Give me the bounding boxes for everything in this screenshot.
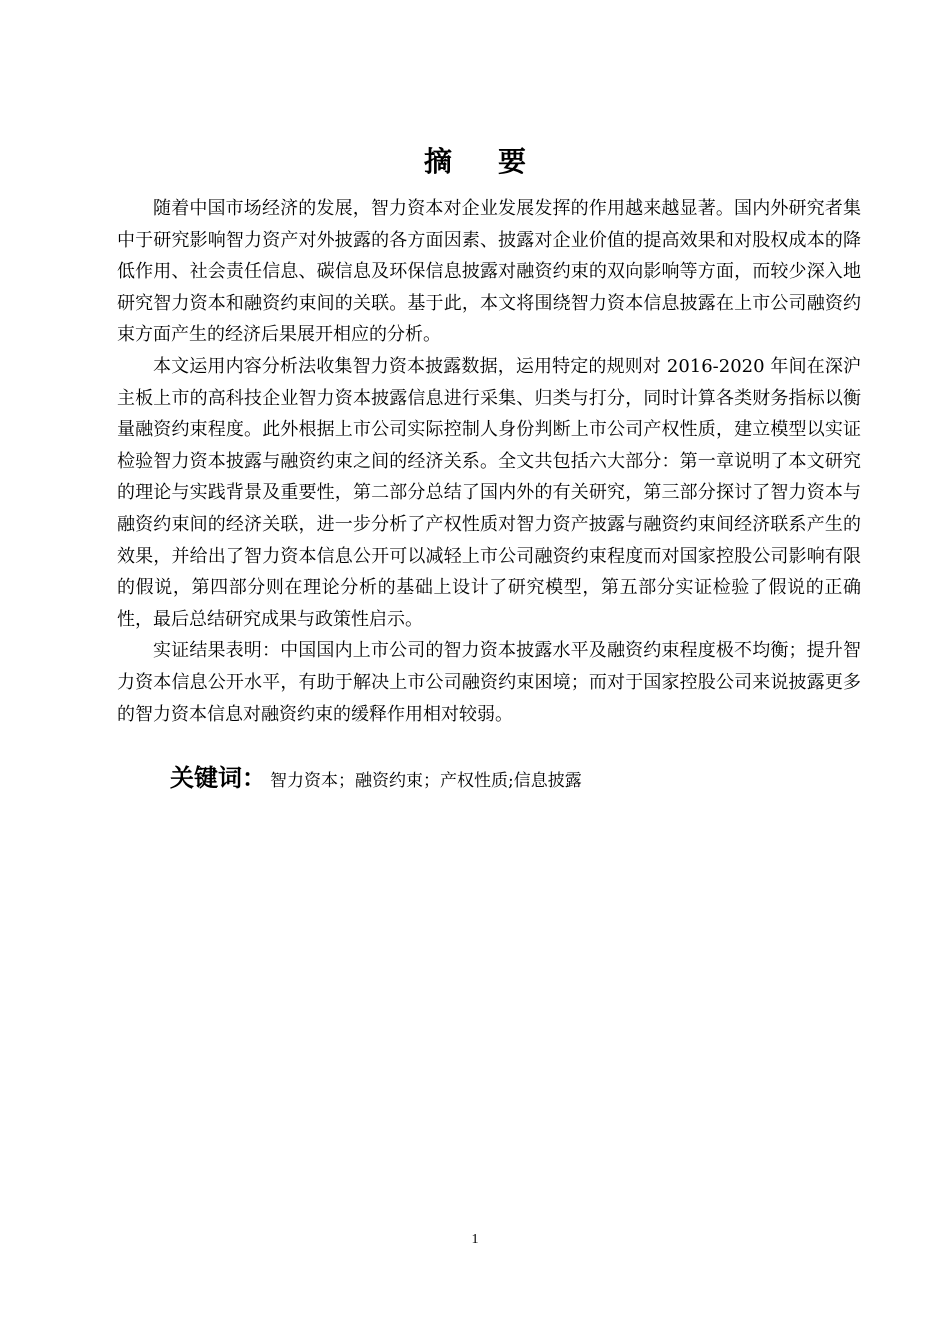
keywords-label: 关键词： bbox=[170, 764, 266, 792]
abstract-paragraph-2: 本文运用内容分析法收集智力资本披露数据，运用特定的规则对 2016-2020 年间在深沪主板上市的高科技企业智力资本披露信息进行采集、归类与打分，同时计算各类财务指标以衡量融资约束程度。此外根据上市公司实际控制人身份判断上市公司产权性质，建立模型以实证检验智力资本披露与融资约束之间的经济关系。全文共包括六大部分：第一章说明了本文研究的理论与实践背景及重要性，第二部分总结了国内外的有关研究，第三部分探讨了智力资本与融资约束间的经济关联，进一步分析了产权性质对智力资产披露与融资约束间经济联系产生的效果，并给出了智力资本信息公开可以减轻上市公司融资约束程度而对国家控股公司影响有限的假说，第四部分则在理论分析的基础上设计了研究模型，第五部分实证检验了假说的正确性，最后总结研究成果与政策性启示。 bbox=[117, 355, 861, 630]
keywords-line bbox=[170, 758, 870, 793]
abstract-paragraph-3: 实证结果表明：中国国内上市公司的智力资本披露水平及融资约束程度极不均衡；提升智力资本信息公开水平，有助于解决上市公司融资约束困境；而对于国家控股公司来说披露更多的智力资本信息对融资约束的缓释作用相对较弱。 bbox=[117, 640, 861, 725]
page-title: 摘要 bbox=[423, 145, 572, 178]
page-number: 1 bbox=[471, 1232, 479, 1247]
abstract-body bbox=[117, 193, 861, 730]
keywords-value: 智力资本；融资约束；产权性质;信息披露 bbox=[270, 771, 582, 791]
abstract-paragraph-1: 随着中国市场经济的发展，智力资本对企业发展发挥的作用越来越显著。国内外研究者集中于研究影响智力资产对外披露的各方面因素、披露对企业价值的提高效果和对股权成本的降低作用、社会责任信息、碳信息及环保信息披露对融资约束的双向影响等方面，而较少深入地研究智力资本和融资约束间的关联。基于此，本文将围绕智力资本信息披露在上市公司融资约束方面产生的经济后果展开相应的分析。 bbox=[117, 198, 861, 346]
